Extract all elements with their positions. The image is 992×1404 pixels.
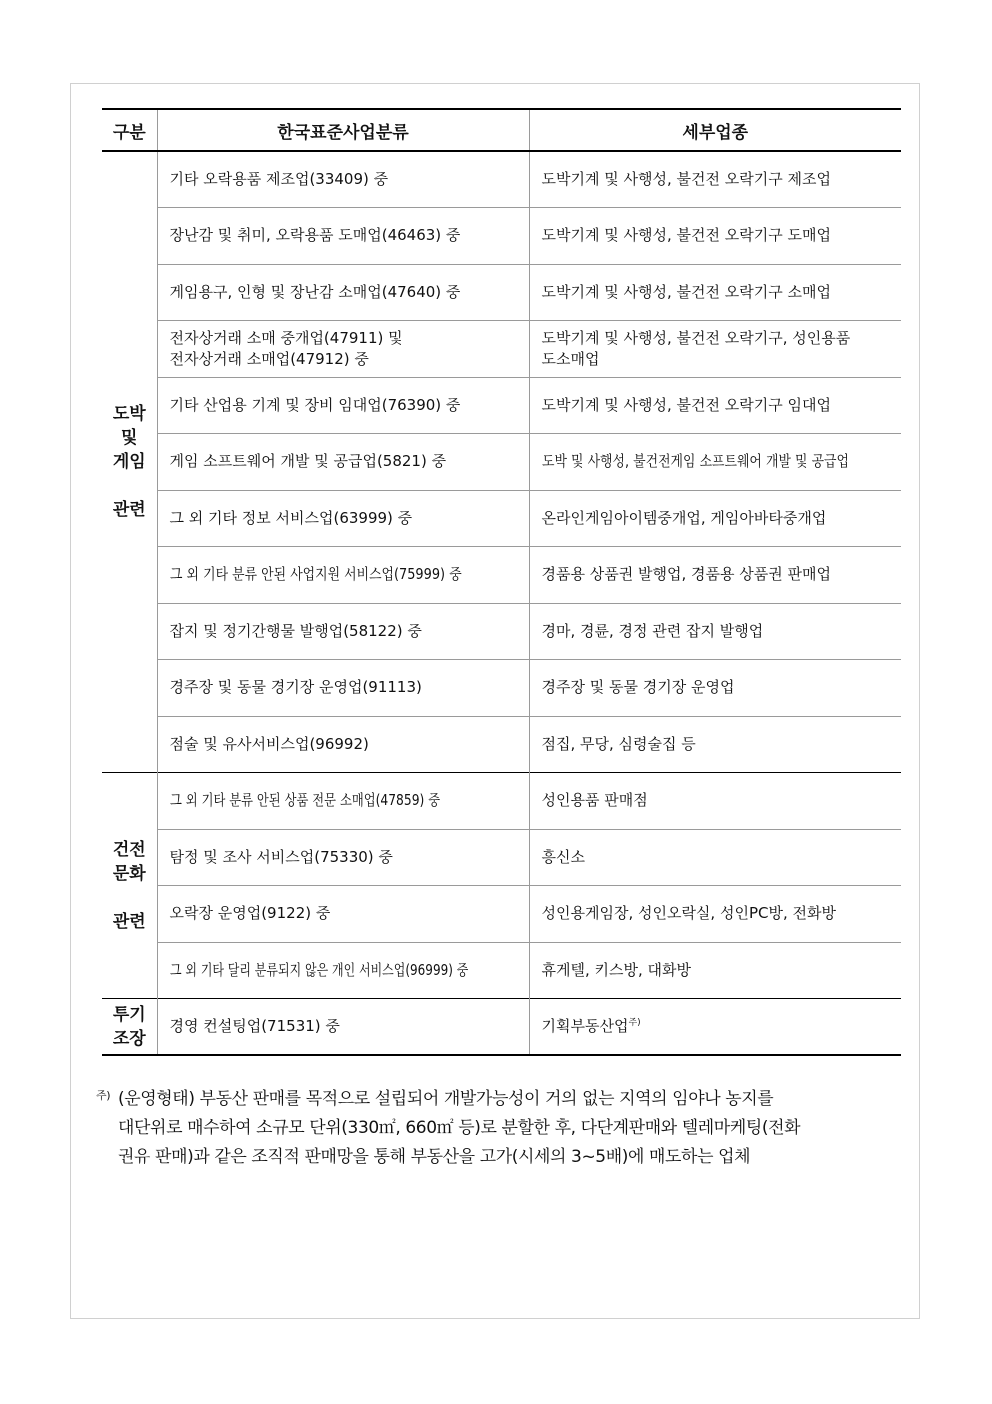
- classification-cell: 그 외 기타 분류 안된 상품 전문 소매업(47859) 중: [157, 773, 529, 830]
- classification-cell: 잡지 및 정기간행물 발행업(58122) 중: [157, 603, 529, 660]
- classification-cell: 탐정 및 조사 서비스업(75330) 중: [157, 829, 529, 886]
- category-speculation: 투기 조장: [102, 999, 157, 1056]
- table-row: [102, 151, 901, 208]
- table-row: [102, 942, 901, 999]
- classification-cell: 기타 산업용 기계 및 장비 임대업(76390) 중: [157, 377, 529, 434]
- classification-cell: 오락장 운영업(9122) 중: [157, 886, 529, 943]
- table-row: [102, 490, 901, 547]
- table-row: [102, 829, 901, 886]
- footnote-line: 권유 판매)과 같은 조직적 판매망을 통해 부동산을 고가(시세의 3~5배)에 매도하는 업체: [118, 1147, 751, 1167]
- detail-cell: 기획부동산업$^{주)}$: [529, 999, 901, 1056]
- table-row: [102, 208, 901, 265]
- classification-cell: 그 외 기타 정보 서비스업(63999) 중: [157, 490, 529, 547]
- category-gambling-game: 도박 및 게임 관련: [112, 404, 146, 520]
- industry-classification-table: [102, 108, 901, 1056]
- header-category: 구분: [102, 109, 157, 151]
- classification-cell: 점술 및 유사서비스업(96992): [157, 716, 529, 773]
- detail-cell: 경품용 상품권 발행업, 경품용 상품권 판매업: [529, 547, 901, 604]
- footnote: [96, 1085, 902, 1172]
- table-row: [102, 434, 901, 491]
- detail-cell: 휴게텔, 키스방, 대화방: [529, 942, 901, 999]
- detail-cell: 성인용품 판매점: [529, 773, 901, 830]
- detail-cell: 도박기계 및 사행성, 불건전 오락기구, 성인용품 도소매업: [529, 321, 901, 378]
- detail-cell: 도박 및 사행성, 불건전게임 소프트웨어 개발 및 공급업: [529, 434, 901, 491]
- category-unhealthy-culture: 건전 문화 관련: [102, 773, 157, 999]
- detail-cell: 흥신소: [529, 829, 901, 886]
- classification-cell: 전자상거래 소매 중개업(47911) 및 전자상거래 소매업(47912) 중: [157, 321, 529, 378]
- classification-cell: 장난감 및 취미, 오락용품 도매업(46463) 중: [157, 208, 529, 265]
- detail-cell: 성인용게임장, 성인오락실, 성인PC방, 전화방: [529, 886, 901, 943]
- table-row: [102, 264, 901, 321]
- detail-cell: 경주장 및 동물 경기장 운영업: [529, 660, 901, 717]
- detail-cell: 도박기계 및 사행성, 불건전 오락기구 소매업: [529, 264, 901, 321]
- table-row: [102, 377, 901, 434]
- classification-cell: 그 외 기타 분류 안된 사업지원 서비스업(75999) 중: [157, 547, 529, 604]
- header-classification: 한국표준사업분류: [157, 109, 529, 151]
- detail-cell: 도박기계 및 사행성, 불건전 오락기구 도매업: [529, 208, 901, 265]
- table-row: [102, 999, 901, 1056]
- detail-cell: 점집, 무당, 심령술집 등: [529, 716, 901, 773]
- classification-cell: 게임 소프트웨어 개발 및 공급업(5821) 중: [157, 434, 529, 491]
- detail-cell: 온라인게임아이템중개업, 게임아바타중개업: [529, 490, 901, 547]
- table-row: [102, 716, 901, 773]
- detail-cell: 경마, 경륜, 경정 관련 잡지 발행업: [529, 603, 901, 660]
- classification-cell: 그 외 기타 달리 분류되지 않은 개인 서비스업(96999) 중: [157, 942, 529, 999]
- table-row: [102, 603, 901, 660]
- detail-cell: 도박기계 및 사행성, 불건전 오락기구 제조업: [529, 151, 901, 208]
- footnote-marker: 주): [628, 1018, 641, 1028]
- classification-cell: 경영 컨설팅업(71531) 중: [157, 999, 529, 1056]
- footnote-mark: 주): [96, 1089, 111, 1102]
- classification-cell: 기타 오락용품 제조업(33409) 중: [157, 151, 529, 208]
- classification-cell: 경주장 및 동물 경기장 운영업(91113): [157, 660, 529, 717]
- table-header-row: [102, 109, 901, 151]
- table-row: [102, 773, 901, 830]
- detail-cell: 도박기계 및 사행성, 불건전 오락기구 임대업: [529, 377, 901, 434]
- header-detail: 세부업종: [529, 109, 901, 151]
- footnote-line: 대단위로 매수하여 소규모 단위(330㎡, 660㎡ 등)로 분할한 후, 다단계판매와 텔레마케팅(전화: [118, 1118, 801, 1138]
- table-row: [102, 321, 901, 378]
- table-row: [102, 886, 901, 943]
- classification-cell: 게임용구, 인형 및 장난감 소매업(47640) 중: [157, 264, 529, 321]
- table-row: [102, 660, 901, 717]
- footnote-line: (운영형태) 부동산 판매를 목적으로 설립되어 개발가능성이 거의 없는 지역의 임야나 농지를: [118, 1089, 774, 1109]
- table-row: [102, 547, 901, 604]
